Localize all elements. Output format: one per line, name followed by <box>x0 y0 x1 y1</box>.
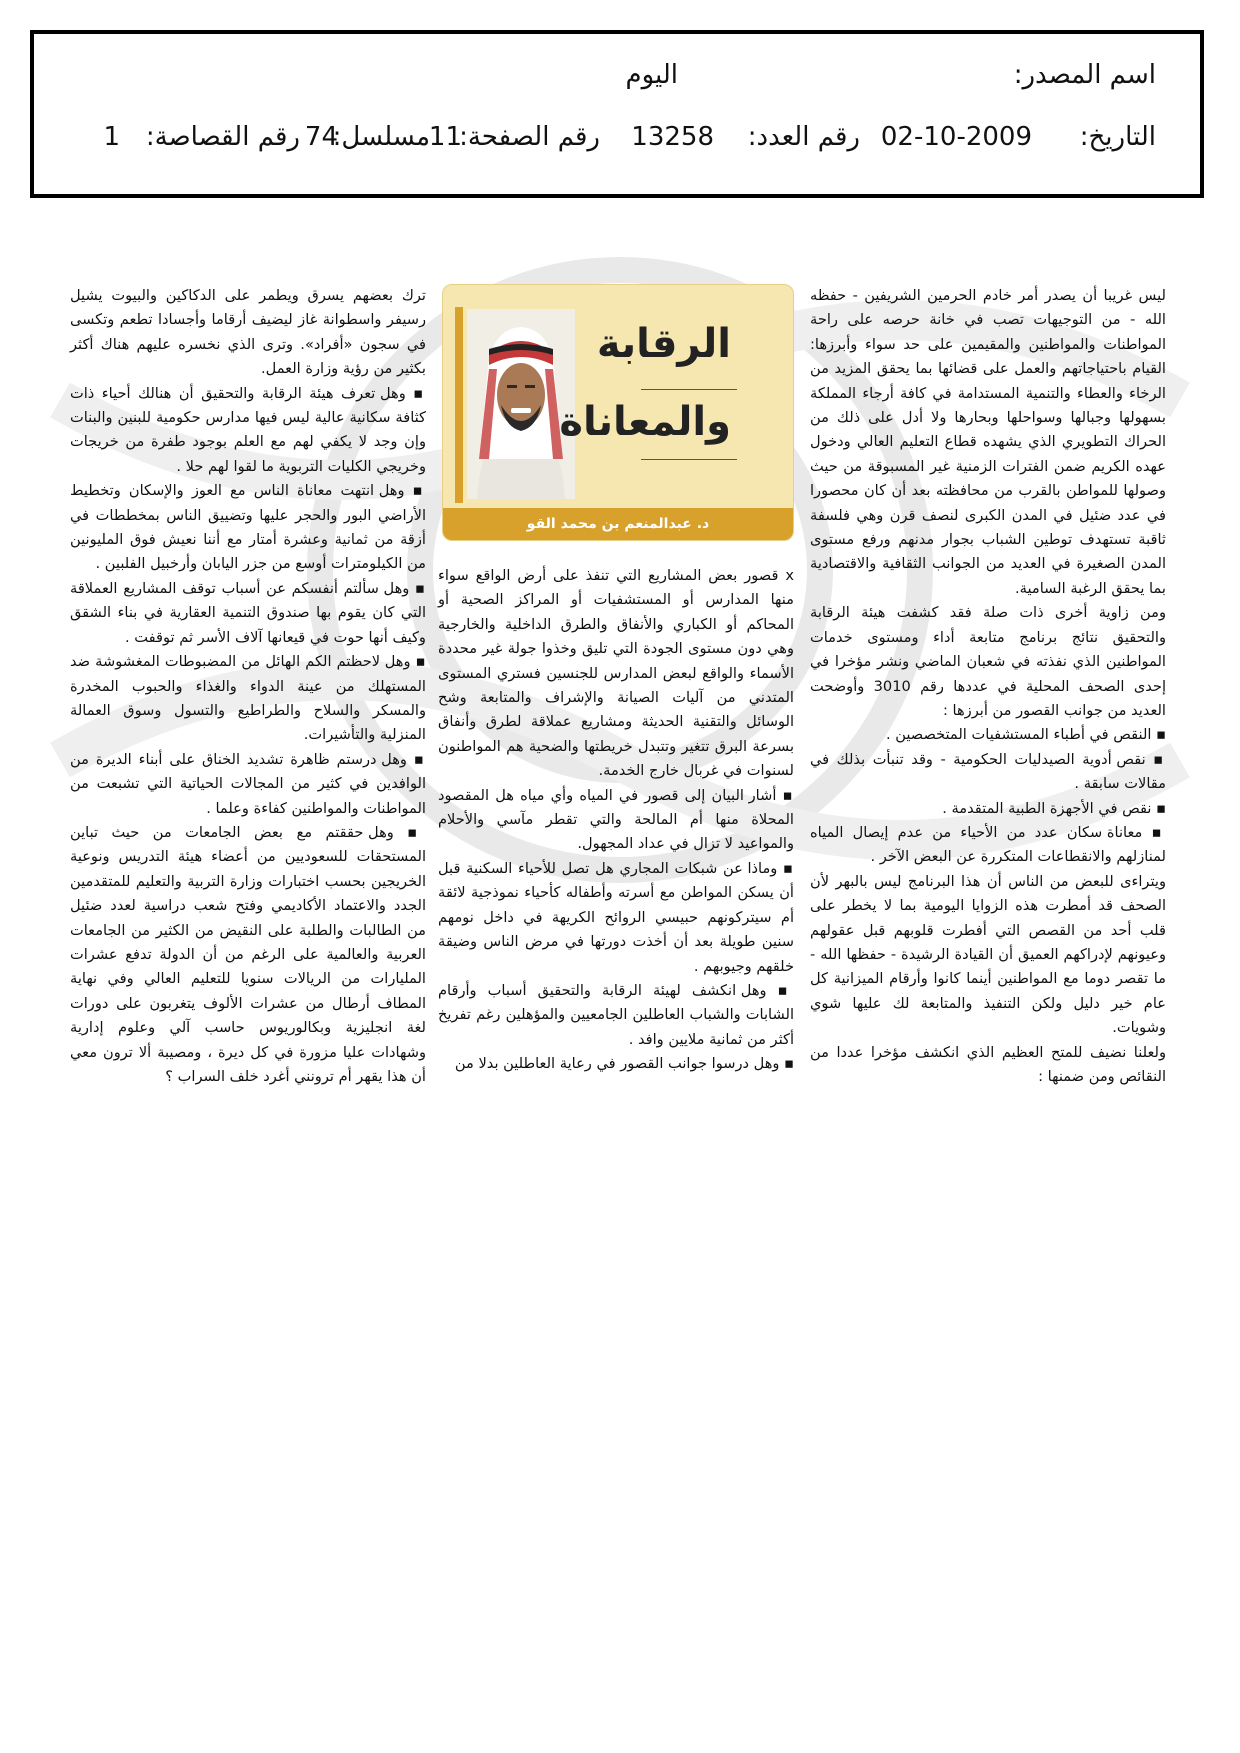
paragraph: ومن زاوية أخرى ذات صلة فقد كشفت هيئة الرقابة والتحقيق نتائج برنامج متابعة أداء ومستوى خدمات المواطنين الذي نفذته في شعبان الماضي ونشر مؤخرا في إحدى الصحف المحلية في عددها رقم 3010 وأوضحت العديد من جوانب القصور من أبرزها : <box>810 604 1166 719</box>
column-middle <box>438 564 794 1077</box>
bullet-item: ▪ وهل لاحظتم الكم الهائل من المضبوطات المغشوشة ضد المستهلك من عينة الدواء والغذاء والحبوب المخدرة والمسكر والسلاح والطراطيع والتسول وسوق العمالة المنزلية والتأشيرات. <box>70 650 426 748</box>
serial-value: 74 <box>304 122 338 152</box>
clip-label: رقم القصاصة: <box>145 122 300 152</box>
source-label: اسم المصدر: <box>1013 60 1156 90</box>
clip-value: 1 <box>103 122 120 152</box>
title-divider <box>641 389 737 390</box>
bullet-item: ▪ معاناة سكان عدد من الأحياء من عدم إيصال المياه لمنازلهم والانقطاعات المتكررة عن البعض الآخر . <box>810 821 1166 870</box>
date-label: التاريخ: <box>1079 122 1156 152</box>
paragraph: ترك بعضهم يسرق ويطمر على الدكاكين والبيوت يشيل رسيفر واسطوانة غاز ليضيف أرقاما وأجسادا تطعم وتكسى في سجون «أفراد». وترى الذي نخسره عليهم هناك أكثر بكثير من رؤية وزارة العمل. <box>70 287 426 378</box>
article-title-line2: والمعاناة <box>559 399 731 445</box>
paragraph: ليس غريبا أن يصدر أمر خادم الحرمين الشريفين - حفظه الله - من التوجيهات تصب في خانة حرصه على راحة المواطنات والمواطنين والمقيمين على حد سواء وأبرزها: القيام باحتياجاتهم والعمل على قضائها بما يحقق المزيد من الرخاء والعطاء والتنمية المستدامة في كافة أرجاء المملكة بسهولها وجبالها وسواحلها وبحارها ولا أدل على ذلك من الحراك التطويري الذي يشهده قطاع التعليم العالي ودخول عهده الكريم ضمن الفترات الزمنية غير المسبوقة من حيث وصولها للمواطن بالقرب من محافظته بعد أن كان محصورا في عدد ضئيل في المدن الكبرى لنصف قرن وهي فلسفة ثاقبة تستهدف توطين الشباب بجوار مدنهم ورفع مستوى المدن الصغيرة في العديد من الجوانب الثقافية والاقتصادية بما يحقق الرغبة السامية. <box>810 287 1166 597</box>
serial-label: مسلسل: <box>332 122 430 152</box>
issue-label: رقم العدد: <box>747 122 860 152</box>
page-label: رقم الصفحة: <box>459 122 600 152</box>
bullet-item: ▪ وماذا عن شبكات المجاري هل تصل للأحياء السكنية قبل أن يسكن المواطن مع أسرته وأطفاله كأحياء نموذجية لائقة أم سيتركونهم حبيسي الروائح الكريهة في داخل نومهم سنين طويلة بعد أن أخذت دورتها في مرض الناس وضيقة خلقهم وجيوبهم . <box>438 857 794 979</box>
issue-value: 13258 <box>631 122 714 152</box>
bullet-item: ▪ وهل درستم ظاهرة تشديد الخناق على أبناء الديرة من الوافدين في كثير من المجالات الحياتية التي تشبعت من المواطنات والمواطنين كفاءة وعلما . <box>70 748 426 821</box>
column-right <box>810 284 1166 1089</box>
column-left <box>70 284 426 1089</box>
source-value: اليوم <box>625 60 678 90</box>
bullet-item: ▪ نقص أدوية الصيدليات الحكومية - وقد تنبأت بذلك في مقالات سابقة . <box>810 748 1166 797</box>
bullet-item: ▪ أشار البيان إلى قصور في المياه وأي مياه هل المقصود المحلاة منها أم المالحة والتي تقطر مآسي والأحلام والمواعيد لا تزال في عداد المجهول. <box>438 784 794 857</box>
author-caption: د. عبدالمنعم بن محمد القو <box>443 508 793 540</box>
paragraph: ولعلنا نضيف للمتح العظيم الذي انكشف مؤخرا عددا من النقائص ومن ضمنها : <box>810 1043 1166 1085</box>
page-value: 11 <box>428 122 462 152</box>
bullet-item: ▪ النقص في أطباء المستشفيات المتخصصين . <box>810 723 1166 747</box>
bullet-item: ▪ وهل تعرف هيئة الرقابة والتحقيق أن هنالك أحياء ذات كثافة سكانية عالية ليس فيها مدارس حكومية للبنين والبنات وإن وجد لا يكفي لهم مع العلم بوجود طفرة من خريجات وخريجي الكليات التربوية ما لقوا لهم حلا . <box>70 382 426 480</box>
bullet-item: ▪ نقص في الأجهزة الطبية المتقدمة . <box>810 797 1166 821</box>
paragraph: ويتراءى للبعض من الناس أن هذا البرنامج ليس بالبهر لأن الصحف قد أمطرت هذه الزوايا اليومية بما لا يخطر على قلب أحد من القصص التي أفطرت قلوبهم قبل عقولهم وعيونهم لإدراكهم العميق أن القيادة الرشيدة - حفظها الله - ما تقصر دوما مع المواطنين أينما كانوا وأرقام الميزانية كل عام خير دليل ولكن التنفيذ والمتابعة لك عليها شوي وشويات. <box>810 872 1166 1037</box>
article-title-line1: الرقابة <box>596 321 731 367</box>
date-value: 02-10-2009 <box>880 122 1032 152</box>
accent-bar <box>455 307 463 503</box>
bullet-item: ▪ وهل درسوا جوانب القصور في رعاية العاطلين بدلا من <box>438 1052 794 1076</box>
title-divider-bottom <box>641 459 737 460</box>
bullet-item: ▪ وهل انتهت معاناة الناس مع العوز والإسكان وتخطيط الأراضي البور والحجر عليها وتضييق الناس بمخططات في أزقة من ثمانية وعشرة أمتار مع أننا نعيش فوق المليونين من الكيلومترات أوسع من جزر اليابان وأرخبيل الفلبين . <box>70 479 426 577</box>
paragraph: x قصور بعض المشاريع التي تنفذ على أرض الواقع سواء منها المدارس أو المستشفيات أو المراكز الصحية أو المحاكم أو الكباري والأنفاق والطرق الداخلية والخارجية وهي دون مستوى الجودة التي تليق وخذوا جولة غير محددة الأسماء والواقع لبعض المدارس للجنسين فستري المستوى المتدني من آليات الصيانة والإشراف والمتابعة وشح الوسائل والتقنية الحديثة ومشاريع عملاقة لطرق وأنفاق بسرعة البرق تتغير وتتبدل خريطتها والضحية هم المواطنون لسنوات في غربال خارج الخدمة. <box>438 567 794 780</box>
bullet-item: ▪ وهل سألتم أنفسكم عن أسباب توقف المشاريع العملاقة التي كان يقوم بها صندوق التنمية العقارية في بناء الشقق وكيف أنها حوت في قيعانها آلاف الأسر ثم توقفت . <box>70 577 426 650</box>
bullet-item: ▪ وهل انكشف لهيئة الرقابة والتحقيق أسباب وأرقام الشابات والشباب العاطلين الجامعيين والمؤهلين رغم تفريخ أكثر من ثمانية ملايين وافد . <box>438 979 794 1052</box>
bullet-item: ▪ وهل حققتم مع بعض الجامعات من حيث تباين المستحقات للسعوديين من أعضاء هيئة التدريس ونوعية الخريجين بحسب اختبارات وزارة التربية والتعليم للمتقدمين الجدد والاعتماد الأكاديمي وفتح شعب دراسية لعدد ضئيل من الطالبات والطلبة على النقيض من الكثير من الجامعات العربية والعالمية على الرغم من أن الدولة تدفع عشرات المليارات من الريالات سنويا للتعليم العالي وفي نهاية المطاف أرطال من عشرات الألوف يتغربون على دورات لغة انجليزية وبكالوريوس حاسب آلي وعلوم إدارية وشهادات عليا مزورة في كل ديرة ، ومصيبة ألا ترون معي أن هذا يقهر أم ترونني أغرد خلف السراب ؟ <box>70 821 426 1089</box>
article-title-box <box>442 284 794 541</box>
clipping-header <box>30 30 1204 198</box>
